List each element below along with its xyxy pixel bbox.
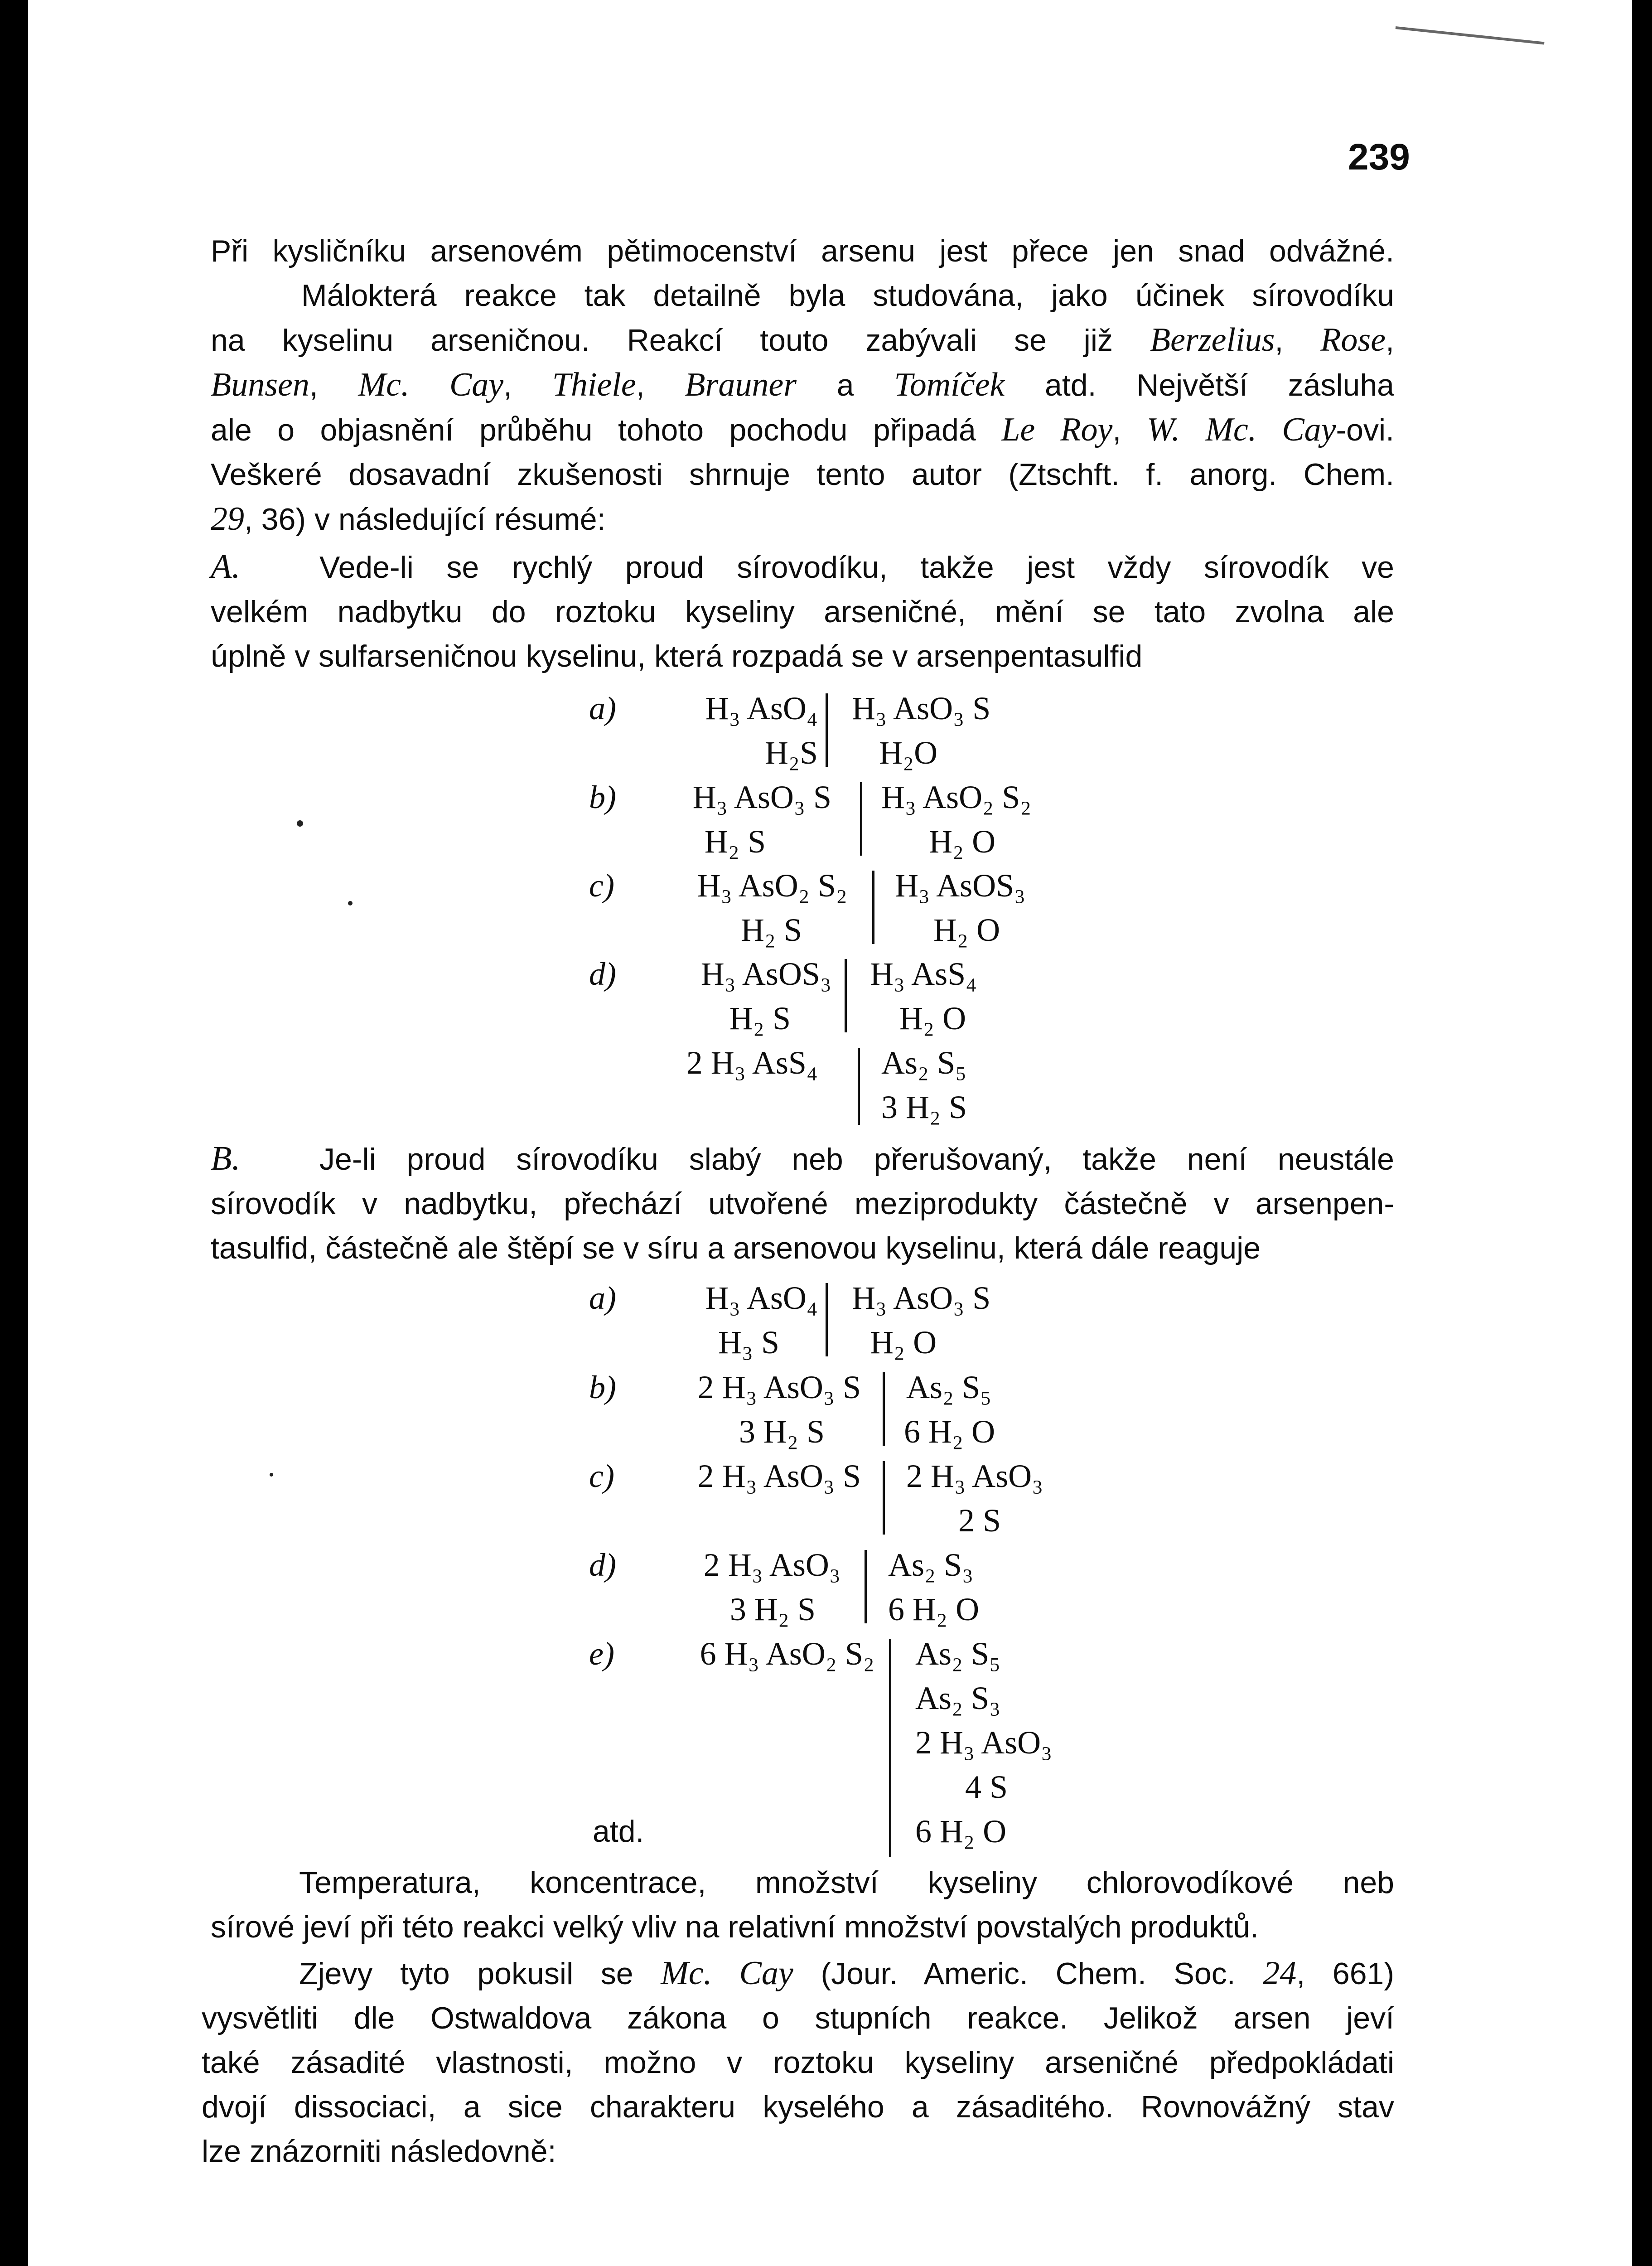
line: na kyselinu arseničnou. Reakcí touto zabývali se již Berzelius, Rose, (211, 321, 1394, 358)
formula: H₂ S (740, 912, 802, 948)
formula: H₃ AsO₄ (705, 690, 818, 726)
formula: H₃ AsO₃ S (852, 1280, 991, 1316)
page-number: 239 (1348, 136, 1410, 178)
scan-border-left (0, 0, 28, 2266)
intro-paragraph (211, 229, 1394, 542)
formula: 2 H₃ AsO₃ (915, 1724, 1053, 1761)
author-name: Mc. Cay (661, 1955, 793, 1992)
line: dvojí dissociaci, a sice charakteru kyselého a zásaditého. Rovnovážný stav (202, 2090, 1394, 2124)
formula: H₂ S (729, 1000, 791, 1036)
reaction-label: c) (589, 867, 614, 904)
reaction-label: a) (589, 690, 616, 726)
separator-line (826, 693, 828, 767)
formula: H₃ AsO₄ (705, 1280, 818, 1316)
formula: H₃ AsS₄ (870, 956, 977, 992)
formula: As₂ S₃ (888, 1547, 974, 1583)
volume-number: 24 (1263, 1955, 1297, 1992)
line: Zjevy tyto pokusil se Mc. Cay (Jour. Americ. Chem. Soc. 24, 661) (299, 1955, 1394, 1992)
section-a-text (211, 544, 1394, 678)
formula: H₃ AsO₃ S (692, 779, 831, 815)
line: vysvětliti dle Ostwaldova zákona o stupních reakce. Jelikož arsen jeví (202, 2001, 1394, 2035)
formula: H₂ S (704, 823, 766, 860)
formula: H₂ O (870, 1324, 937, 1361)
formula: H₃ S (718, 1324, 779, 1361)
formula: 4 S (965, 1769, 1008, 1805)
formula: H₃ AsO₂ S₂ (697, 867, 847, 904)
separator-line (860, 782, 862, 856)
reaction-label: e) (589, 1636, 614, 1672)
scan-scratch (1396, 26, 1545, 44)
line: ale o objasnění průběhu tohoto pochodu připadá Le Roy, W. Mc. Cay-ovi. (211, 411, 1394, 448)
formula: H₂O (879, 735, 938, 771)
etc-label: atd. (593, 1814, 644, 1849)
formula: H₃ AsOS₃ (700, 956, 831, 992)
separator-line (845, 959, 847, 1032)
formula: 2 H₃ AsO₃ (906, 1458, 1043, 1494)
scan-border-right (1632, 0, 1652, 2266)
line: 29, 36) v následující résumé: (211, 500, 606, 537)
formula: H₃ AsO₃ S (852, 690, 991, 726)
formula: H₂S (764, 735, 818, 771)
formula: H₃ AsO₂ S₂ (881, 779, 1032, 815)
line: lze znázorniti následovně: (202, 2134, 556, 2169)
formula: 2 H₃ AsO₃ S (697, 1369, 861, 1405)
formula: As₂ S₃ (915, 1680, 1001, 1716)
separator-line (872, 871, 874, 944)
formula: 6 H₂ O (904, 1414, 995, 1450)
line: velkém nadbytku do roztoku kyseliny arseničné, mění se tato zvolna ale (211, 595, 1394, 629)
reaction-label: d) (589, 1547, 616, 1583)
author-name: Mc. Cay (358, 366, 504, 403)
author-name: Berzelius (1150, 321, 1275, 358)
separator-line (865, 1550, 867, 1623)
line: Temperatura, koncentrace, množství kyseliny chlorovodíkové neb (299, 1865, 1394, 1900)
separator-line (883, 1372, 885, 1446)
line: Málokterá reakce tak detailně byla studována, jako účinek sírovodíku (301, 278, 1394, 313)
line: A. Vede-li se rychlý proud sírovodíku, takže jest vždy sírovodík ve (211, 547, 1394, 586)
line: sírovodík v nadbytku, přechází utvořené meziprodukty částečně v arsenpen- (211, 1186, 1394, 1221)
author-name: Thiele (552, 366, 636, 403)
formula: 6 H₂ O (888, 1591, 980, 1627)
formula: 3 H₂ S (739, 1414, 825, 1450)
section-label: B. (211, 1139, 241, 1177)
formula: H₃ AsOS₃ (895, 867, 1026, 904)
formula: As₂ S₅ (906, 1369, 992, 1405)
scan-speck (270, 1473, 273, 1477)
author-name: Le Roy (1001, 411, 1113, 448)
formula: 6 H₂ O (915, 1813, 1007, 1850)
formula: 2 H₃ AsO₃ (703, 1547, 840, 1583)
reaction-label: c) (589, 1458, 614, 1494)
separator-line (889, 1639, 891, 1857)
formula: 2 H₃ AsO₃ S (697, 1458, 861, 1494)
line: Bunsen, Mc. Cay, Thiele, Brauner a Tomíček atd. Největší zásluha (211, 366, 1394, 403)
line: úplně v sulfarseničnou kyselinu, která rozpadá se v arsenpentasulfid (211, 639, 1143, 673)
formula: H₂ O (933, 912, 1000, 948)
section-b-text (211, 1136, 1394, 1270)
scan-speck (348, 901, 353, 905)
line: Veškeré dosavadní zkušenosti shrnuje tento autor (Ztschft. f. anorg. Chem. (211, 457, 1394, 492)
author-name: Brauner (685, 366, 797, 403)
author-name: W. Mc. Cay (1146, 411, 1336, 448)
line: sírové jeví při této reakci velký vliv na relativní množství povstalých produktů. (211, 1910, 1259, 1944)
author-name: Rose (1320, 321, 1386, 358)
reaction-label: b) (589, 1369, 616, 1405)
line: Při kysličníku arsenovém pětimocenství arsenu jest přece jen snad odvážné. (211, 234, 1394, 268)
author-name: Bunsen (211, 366, 309, 403)
line: tasulfid, částečně ale štěpí se v síru a arsenovou kyselinu, která dále reaguje (211, 1231, 1261, 1265)
reaction-label: a) (589, 1280, 616, 1316)
mccay-paragraph (202, 1951, 1394, 2174)
separator-line (858, 1048, 860, 1125)
formula: 3 H₂ S (881, 1089, 967, 1125)
formula: 3 H₂ S (729, 1591, 816, 1627)
scan-speck (297, 820, 303, 827)
line: také zásadité vlastnosti, možno v roztoku kyseliny arseničné předpokládati (202, 2045, 1394, 2080)
formula: H₂ O (929, 823, 996, 860)
formula: 2 S (958, 1502, 1001, 1539)
reaction-label: d) (589, 956, 616, 992)
reaction-label: b) (589, 779, 616, 815)
separator-line (826, 1283, 828, 1356)
temperature-paragraph (211, 1860, 1394, 1949)
formula: As₂ S₅ (915, 1636, 1001, 1672)
volume-number: 29 (211, 500, 244, 537)
formula: 6 H₃ AsO₂ S₂ (700, 1636, 874, 1672)
section-label: A. (211, 547, 241, 586)
author-name: Tomíček (894, 366, 1005, 403)
separator-line (883, 1461, 885, 1535)
formula: As₂ S₅ (881, 1045, 967, 1081)
formula: H₂ O (899, 1000, 966, 1036)
line: B. Je-li proud sírovodíku slabý neb přerušovaný, takže není neustále (211, 1139, 1394, 1177)
formula: 2 H₃ AsS₄ (686, 1045, 818, 1081)
